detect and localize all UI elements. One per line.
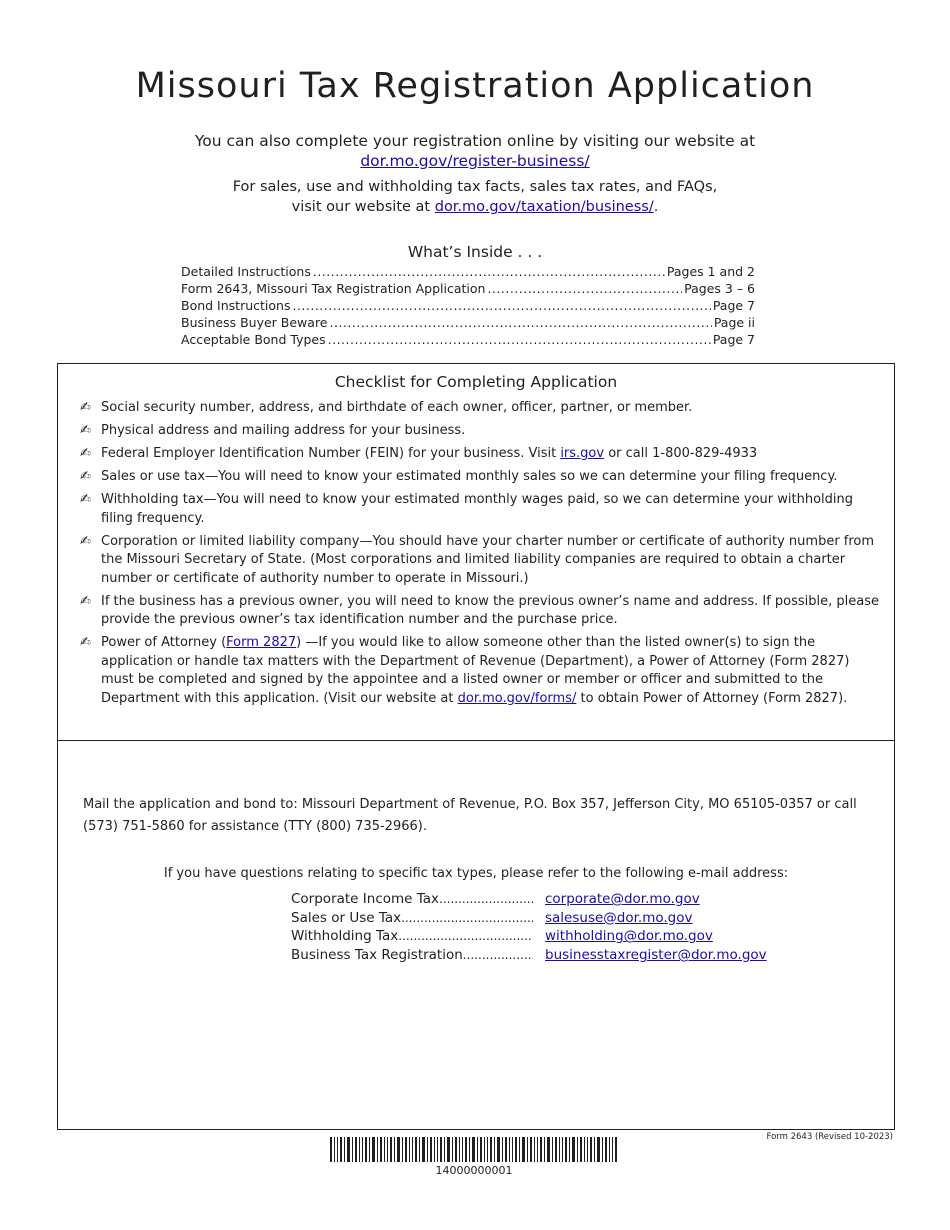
toc-row xyxy=(181,297,755,314)
email-link[interactable]: withholding@dor.mo.gov xyxy=(545,928,713,945)
toc-page: Page ii xyxy=(713,315,755,330)
toc-leader xyxy=(328,331,711,348)
email-row xyxy=(291,909,767,928)
form-2827-link[interactable]: Form 2827 xyxy=(226,635,297,650)
toc-leader xyxy=(313,263,665,280)
toc-leader xyxy=(487,280,682,297)
checklist-item-text: Corporation or limited liability company—You should have your charter number or certificate of authority number from the Missouri Secretary of State. (Most corporations and limited liability companies are required to obtain a charter number or certificate of authority number to operate in Missouri.) xyxy=(101,533,875,586)
barcode xyxy=(330,1137,618,1162)
writing-hand-icon: ✍ xyxy=(80,423,91,438)
writing-hand-icon: ✍ xyxy=(80,492,91,507)
toc-label: Business Buyer Beware xyxy=(181,315,328,330)
toc-page: Pages 1 and 2 xyxy=(666,264,755,279)
checklist-item xyxy=(80,634,880,708)
email-label-text: Corporate Income Tax xyxy=(291,891,440,907)
toc-label: Detailed Instructions xyxy=(181,264,311,279)
online-registration-notice xyxy=(0,131,950,171)
email-leader xyxy=(463,946,533,965)
tax-facts-line-2 xyxy=(0,197,950,217)
checklist-heading: Checklist for Completing Application xyxy=(334,373,618,391)
toc-row xyxy=(181,263,755,280)
writing-hand-icon: ✍ xyxy=(80,446,91,461)
toc-page: Page 7 xyxy=(712,332,755,347)
checklist-item xyxy=(80,491,880,528)
email-leader xyxy=(439,890,533,909)
checklist-box xyxy=(57,363,895,1130)
forms-website-link[interactable]: dor.mo.gov/forms/ xyxy=(457,690,577,706)
tax-facts-prefix: visit our website at xyxy=(291,199,431,215)
writing-hand-icon: ✍ xyxy=(80,469,91,484)
table-of-contents xyxy=(181,263,755,348)
email-leader xyxy=(398,927,533,946)
irs-link[interactable]: irs.gov xyxy=(560,446,605,461)
email-label xyxy=(291,927,533,946)
email-row xyxy=(291,946,767,965)
toc-page: Page 7 xyxy=(712,298,755,313)
email-row xyxy=(291,927,767,946)
email-leader xyxy=(401,909,533,928)
writing-hand-icon: ✍ xyxy=(80,400,91,415)
toc-page: Pages 3 – 6 xyxy=(684,281,755,296)
email-label xyxy=(291,909,533,928)
checklist-item-text: If the business has a previous owner, you will need to know the previous owner’s name and address. If possible, please provide the previous owner’s tax identification number and the purchase price. xyxy=(101,593,880,627)
email-label-text: Withholding Tax xyxy=(291,928,399,945)
email-row xyxy=(291,890,767,909)
checklist-item xyxy=(80,399,880,418)
toc-label: Form 2643, Missouri Tax Registration Application xyxy=(181,281,486,296)
checklist-item xyxy=(80,445,880,464)
checklist-item xyxy=(80,422,880,441)
page-title: Missouri Tax Registration Application xyxy=(135,66,815,106)
toc-leader xyxy=(330,314,712,331)
form-revision-id: Form 2643 (Revised 10-2023) xyxy=(766,1132,893,1142)
checklist-item xyxy=(80,593,880,630)
email-label-text: Business Tax Registration xyxy=(291,947,463,964)
mailing-instructions: Mail the application and bond to: Missouri Department of Revenue, P.O. Box 357, Jefferson City, MO 65105-0357 or call (573) 751-5860 for assistance (TTY (800) 735-2966). xyxy=(83,797,857,834)
tax-facts-line-1: For sales, use and withholding tax facts, sales tax rates, and FAQs, xyxy=(232,179,718,195)
email-link[interactable]: businesstaxregister@dor.mo.gov xyxy=(545,947,767,964)
checklist xyxy=(80,399,880,713)
checklist-item-text: Physical address and mailing address for your business. xyxy=(101,423,466,438)
whats-inside-heading: What’s Inside . . . xyxy=(407,243,543,261)
checklist-item-text: Federal Employer Identification Number (FEIN) for your business. Visit xyxy=(101,446,561,461)
toc-leader xyxy=(292,297,710,314)
email-contacts xyxy=(291,890,767,965)
toc-row xyxy=(181,314,755,331)
toc-label: Acceptable Bond Types xyxy=(181,332,326,347)
writing-hand-icon: ✍ xyxy=(80,533,91,549)
register-business-link[interactable]: dor.mo.gov/register-business/ xyxy=(360,152,590,170)
taxation-business-link[interactable]: dor.mo.gov/taxation/business/ xyxy=(434,199,654,215)
tax-facts-period: . xyxy=(653,199,659,215)
writing-hand-icon: ✍ xyxy=(80,593,91,609)
checklist-item-text: Power of Attorney ( xyxy=(101,635,227,650)
toc-row xyxy=(181,280,755,297)
checklist-item-text: Withholding tax—You will need to know your estimated monthly wages paid, so we can determine your withholding filing frequency. xyxy=(101,492,853,526)
toc-label: Bond Instructions xyxy=(181,298,291,313)
checklist-item-text: ) —If you would like to allow someone other than the listed owner(s) to sign the application or handle tax matters with the Department of Revenue (Department), a Power of Attorney (Form 2827) must be completed and signed by the appointee and a listed owner or member or officer and submitted to the Department with this application. (Visit our website at xyxy=(101,635,850,706)
email-intro: If you have questions relating to specific tax types, please refer to the following e-mail address: xyxy=(163,866,789,881)
checklist-item-text: Sales or use tax—You will need to know your estimated monthly sales so we can determine your filing frequency. xyxy=(101,469,838,484)
email-link[interactable]: corporate@dor.mo.gov xyxy=(545,891,700,907)
writing-hand-icon: ✍ xyxy=(80,635,91,650)
checklist-item xyxy=(80,468,880,487)
checklist-item xyxy=(80,533,880,589)
email-label-text: Sales or Use Tax xyxy=(291,909,402,926)
checklist-item-text: Social security number, address, and birthdate of each owner, officer, partner, or member. xyxy=(101,400,693,415)
tax-facts-notice xyxy=(0,177,950,217)
online-registration-text: You can also complete your registration online by visiting our website at xyxy=(194,132,756,150)
email-label xyxy=(291,890,533,909)
email-label xyxy=(291,946,533,965)
email-link[interactable]: salesuse@dor.mo.gov xyxy=(545,909,693,926)
barcode-number: 14000000001 xyxy=(435,1164,513,1177)
checklist-item-text: to obtain Power of Attorney (Form 2827). xyxy=(576,690,848,706)
section-divider xyxy=(58,740,894,741)
toc-row xyxy=(181,331,755,348)
checklist-item-text: or call 1-800-829-4933 xyxy=(604,446,758,461)
